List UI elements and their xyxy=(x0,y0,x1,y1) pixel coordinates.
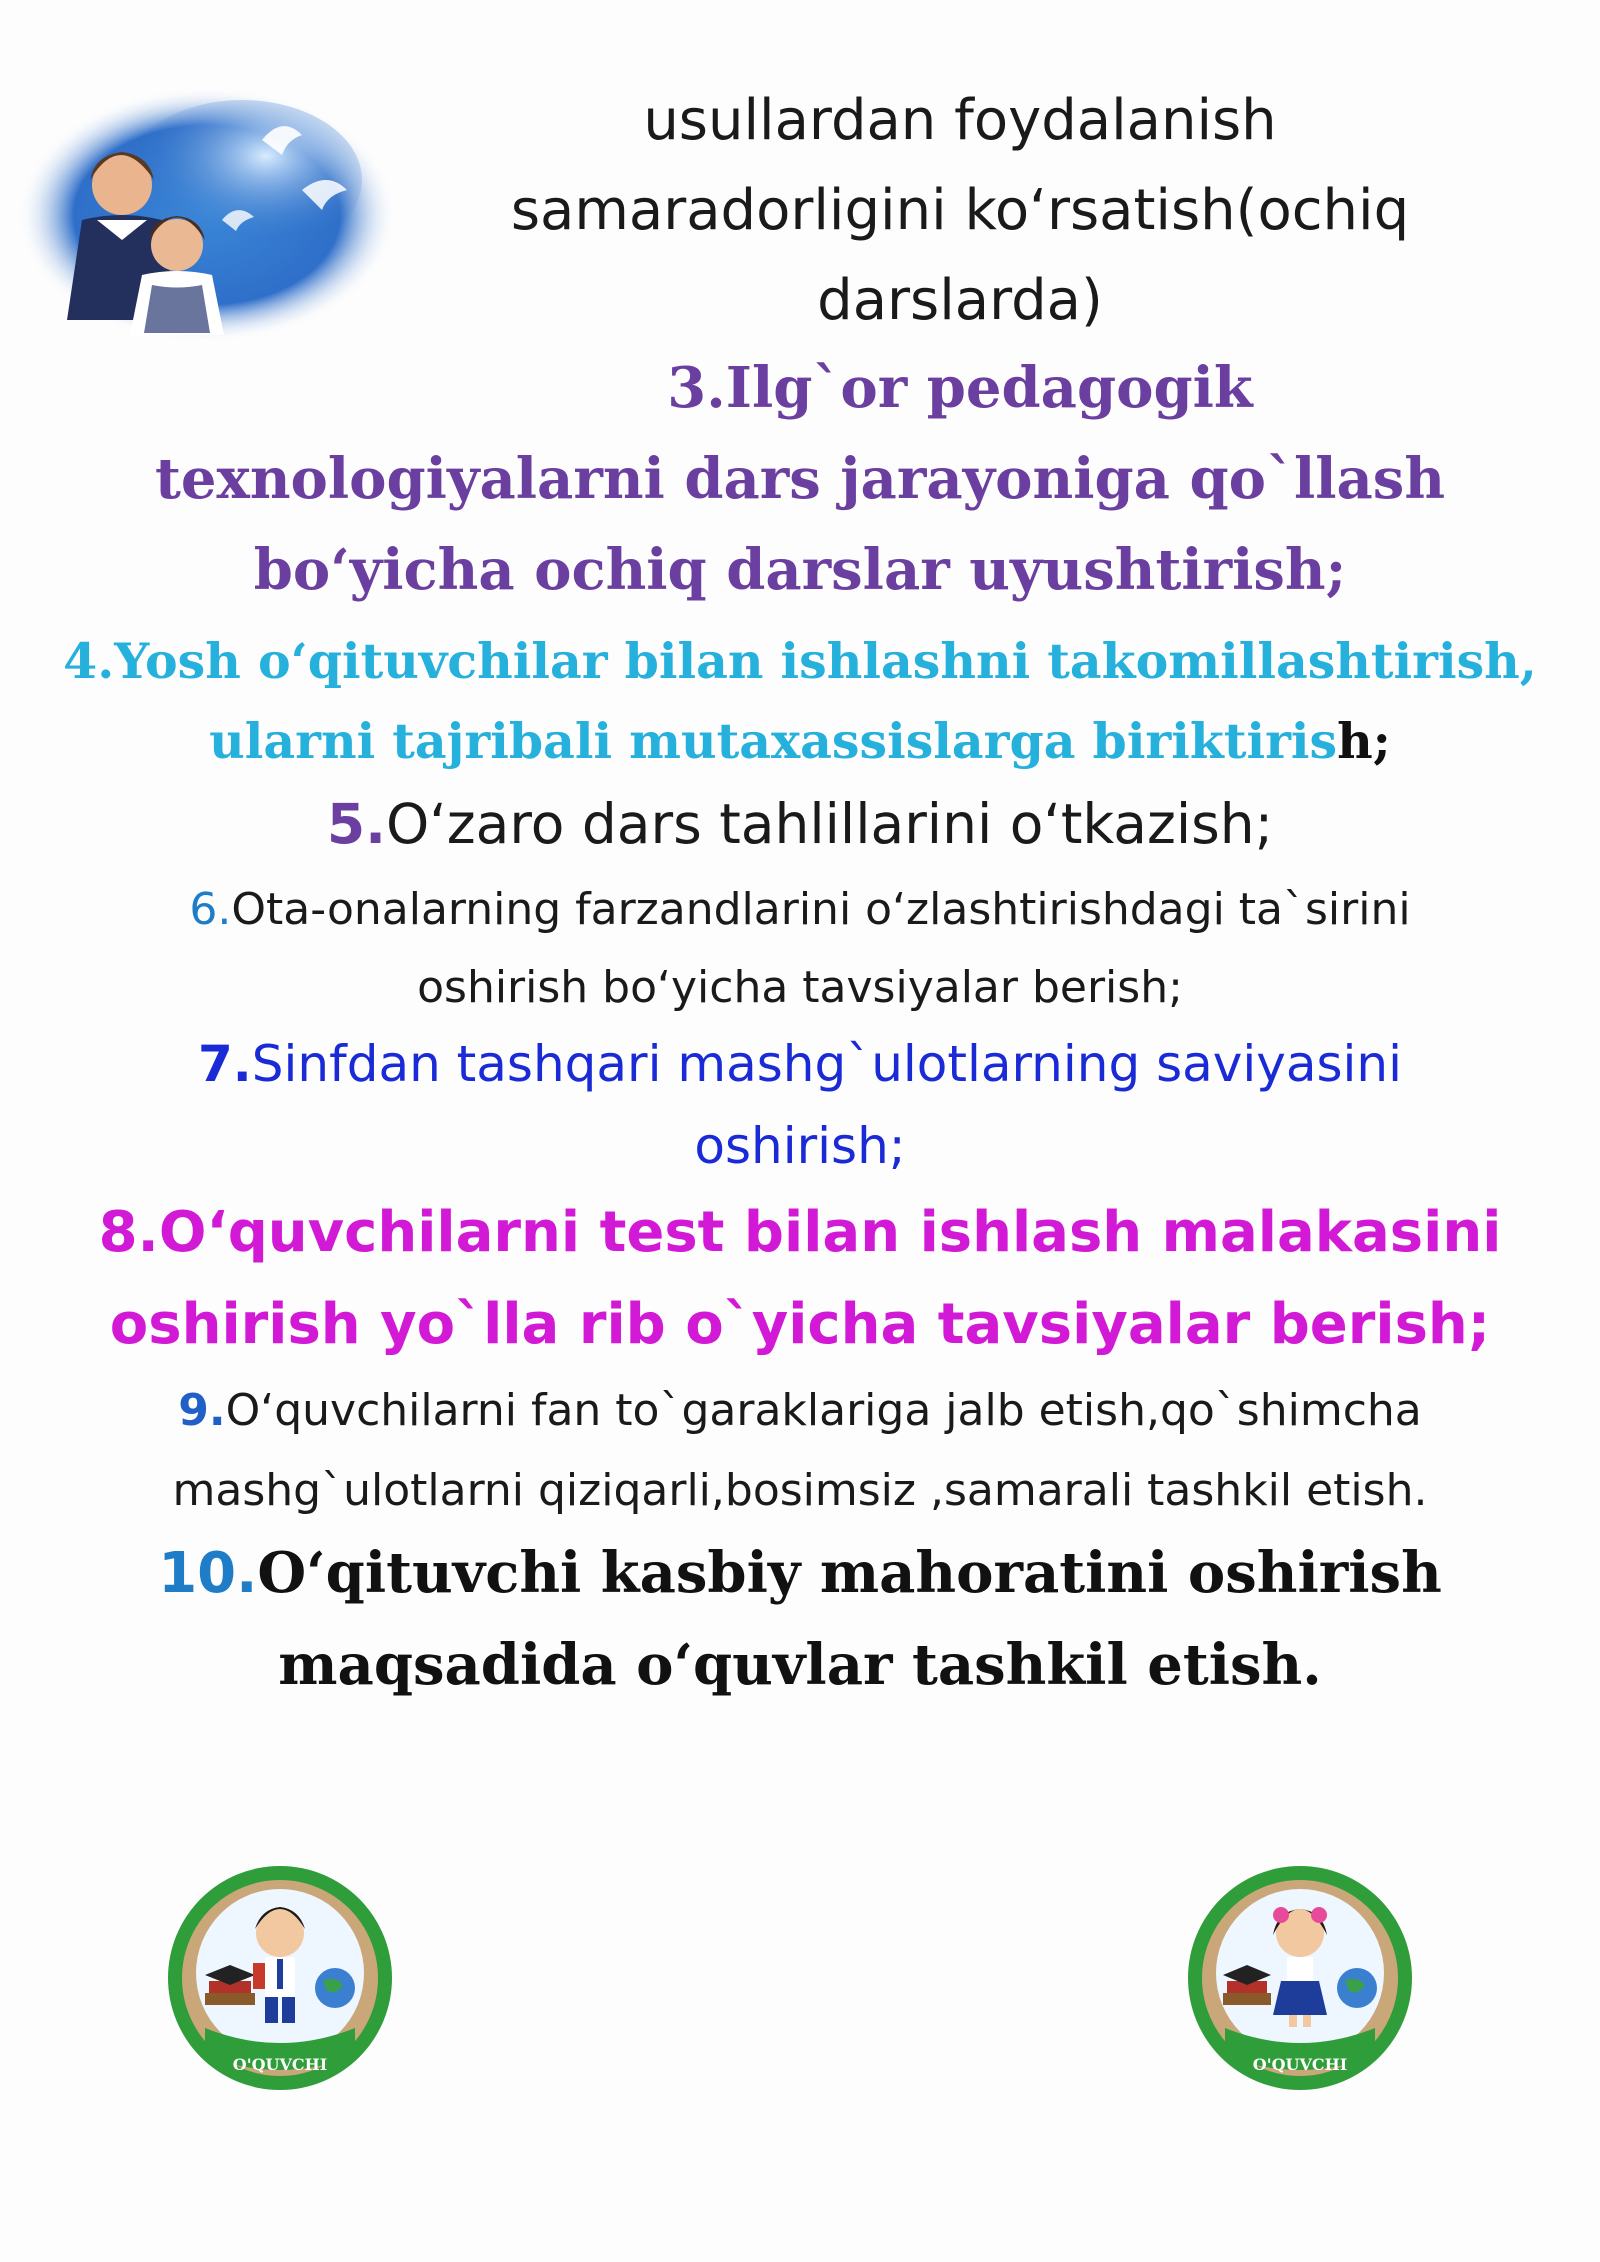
item-8-line-1: 8.O‘quvchilarni test bilan ishlash malakasini xyxy=(98,1200,1502,1265)
item-5 xyxy=(0,792,1600,856)
item-5-number: 5. xyxy=(326,792,386,856)
item-9-text-1: O‘quvchilarni fan to`garaklariga jalb etish,qo`shimcha xyxy=(225,1385,1422,1436)
item-10-number: 10. xyxy=(158,1541,258,1606)
intro-line-1: usullardan foydalanish xyxy=(643,88,1277,153)
item-10-line-2: maqsadida o‘quvlar tashkil etish. xyxy=(278,1632,1322,1698)
item-5-text: O‘zaro dars tahlillarini o‘tkazish; xyxy=(385,792,1274,856)
item-6-line-2: oshirish bo‘yicha tavsiyalar berish; xyxy=(417,962,1183,1013)
schoolboy-badge xyxy=(165,1863,395,2093)
item-3-line-2: texnologiyalarni dars jarayoniga qo`llash xyxy=(154,446,1446,512)
item-10-text-1: O‘qituvchi kasbiy mahoratini oshirish xyxy=(257,1540,1442,1606)
item-3-line-1: 3.Ilg`or pedagogik xyxy=(667,355,1253,421)
item-4-line-2 xyxy=(0,712,1600,770)
item-6-number: 6. xyxy=(189,884,232,935)
item-8-line-2: oshirish yo`lla rib o`yicha tavsiyalar berish; xyxy=(109,1292,1491,1357)
item-6-text-1: Ota-onalarning farzandlarini o‘zlashtirishdagi ta`sirini xyxy=(231,884,1411,935)
item-7-text-1: Sinfdan tashqari mashg`ulotlarning saviyasini xyxy=(251,1035,1403,1093)
item-4-line-2-tail: h; xyxy=(1337,712,1391,770)
item-10-line-1 xyxy=(0,1540,1600,1606)
item-4-line-2-main: ularni tajribali mutaxassislarga biriktiris xyxy=(209,712,1338,770)
schoolgirl-badge-caption: O'QUVCHI xyxy=(1252,2055,1348,2074)
item-9-line-1 xyxy=(0,1385,1600,1436)
item-9-number: 9. xyxy=(178,1385,226,1436)
item-7-line-1 xyxy=(0,1035,1600,1093)
intro-line-3: darslarda) xyxy=(817,268,1103,333)
item-3-line-3: bo‘yicha ochiq darslar uyushtirish; xyxy=(253,537,1347,603)
item-7-line-2: oshirish; xyxy=(694,1117,906,1175)
item-4-line-1: 4.Yosh o‘qituvchilar bilan ishlashni takomillashtirish, xyxy=(63,632,1537,690)
item-6-line-1 xyxy=(0,884,1600,935)
schoolboy-badge-caption: O'QUVCHI xyxy=(232,2055,328,2074)
schoolgirl-badge xyxy=(1185,1863,1415,2093)
item-7-number: 7. xyxy=(197,1035,252,1093)
item-9-line-2: mashg`ulotlarni qiziqarli,bosimsiz ,samarali tashkil etish. xyxy=(172,1465,1428,1516)
intro-line-2: samaradorligini ko‘rsatish(ochiq xyxy=(510,178,1410,243)
